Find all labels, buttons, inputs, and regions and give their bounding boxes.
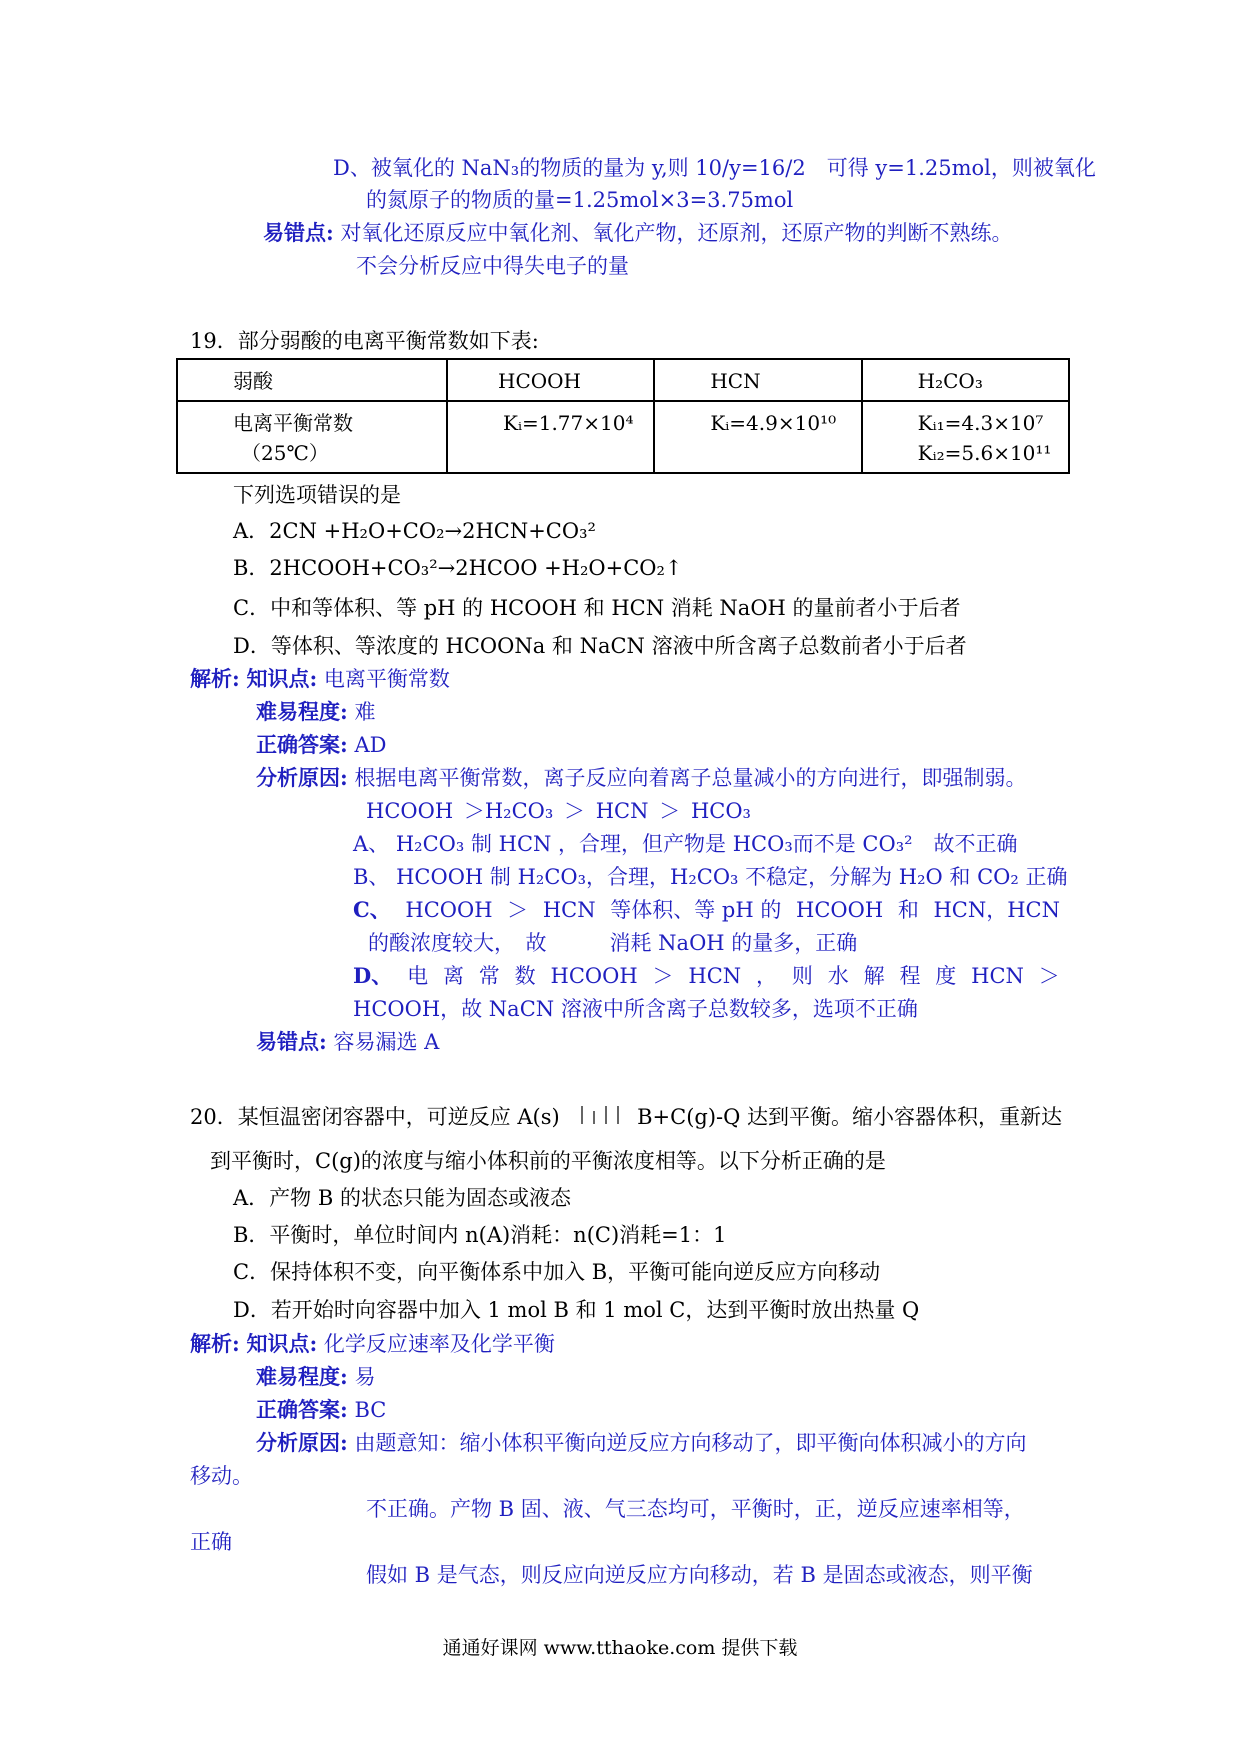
q19-option-b: B．2HCOOH+CO₃²→2HCOO +H₂O+CO₂↑ <box>233 556 683 580</box>
difficulty-label: 难易程度: <box>256 699 348 724</box>
table-header-cell: HCOOH <box>447 359 654 401</box>
order-token: HCN <box>595 799 649 823</box>
order-token: ＞ <box>564 799 586 823</box>
q20-stem-part: 20．某恒温密闭容器中，可逆反应 A(s) <box>190 1105 560 1129</box>
q20-reason-row <box>256 1428 1026 1458</box>
q20-option-c: C．保持体积不变，向平衡体系中加入 B，平衡可能向逆反应方向移动 <box>233 1260 881 1284</box>
acid-constants-table <box>176 358 1070 474</box>
q19-option-c: C．中和等体积、等 pH 的 HCOOH 和 HCN 消耗 NaOH 的量前者小于后者 <box>233 596 961 620</box>
q20-reason-line2: 移动。 <box>190 1464 253 1488</box>
order-token: ＞ <box>659 799 681 823</box>
q19-question: 下列选项错误的是 <box>233 483 401 507</box>
q20-analysis-row <box>190 1329 555 1359</box>
reason-d-token: HCOOH <box>550 964 638 988</box>
table-header-cell: HCN <box>654 359 861 401</box>
q20-option-d: D．若开始时向容器中加入 1 mol B 和 1 mol C，达到平衡时放出热量 Q <box>233 1298 920 1322</box>
reason-d-token: ， <box>756 964 777 988</box>
reason-d-token: ＞ <box>1038 964 1060 988</box>
q19-reason-d-line2: HCOOH，故 NaCN 溶液中所含离子总数较多，选项不正确 <box>353 997 918 1021</box>
reason-d-token: HCN <box>688 964 742 988</box>
q19-reason-b: B、 HCOOH 制 H₂CO₃，合理，H₂CO₃ 不稳定，分解为 H₂O 和 CO₂ 正确 <box>353 865 1068 889</box>
reason-c-token: C、 <box>353 897 391 922</box>
reason-d-token: 水 <box>827 964 849 988</box>
reason-c-token: ＞ <box>507 898 529 922</box>
reversible-arrow-icon <box>578 1103 622 1135</box>
answer-value: BC <box>354 1398 387 1422</box>
q19-reason-row <box>256 763 1026 793</box>
q19-option-a: A．2CN +H₂O+CO₂→2HCN+CO₃² <box>233 519 596 543</box>
analysis-label: 解析: <box>190 666 240 691</box>
reason-c-token: 和 <box>897 898 919 922</box>
ki1-value: Kᵢ₁=4.3×10⁷ <box>917 411 1044 435</box>
reason-line1: 由题意知：缩小体积平衡向逆反应方向移动了，即平衡向体积减小的方向 <box>354 1431 1027 1455</box>
answer-value: AD <box>354 733 387 757</box>
q19-reason-d-line1 <box>353 961 1060 991</box>
order-token: ＞H₂CO₃ <box>463 799 554 823</box>
table-row-label <box>177 401 447 473</box>
q19-reason-c-line2: 的酸浓度较大， 故 消耗 NaOH 的量多，正确 <box>368 931 858 955</box>
q19-analysis-row <box>190 664 450 694</box>
q19-error-row <box>256 1027 439 1057</box>
reason-d-token: 则 <box>791 964 813 988</box>
order-token: HCO₃ <box>690 799 751 823</box>
reason-c-token: HCOOH <box>405 898 493 922</box>
q20-answer-row <box>256 1395 386 1425</box>
error-label: 易错点: <box>256 1029 327 1054</box>
q18-error-label: 易错点: <box>263 220 334 245</box>
difficulty-label: 难易程度: <box>256 1364 348 1389</box>
row-label-line1: 电离平衡常数 <box>233 411 353 435</box>
reason-d-token: 离 <box>442 964 464 988</box>
reason-line1: 根据电离平衡常数，离子反应向着离子总量减小的方向进行，即强制弱。 <box>354 766 1027 790</box>
reason-d-token: 电 <box>407 964 429 988</box>
q19-reason-c-line1 <box>353 895 1060 925</box>
reason-c-token: HCN <box>542 898 596 922</box>
q20-option-a: A．产物 B 的状态只能为固态或液态 <box>233 1186 571 1210</box>
answer-label: 正确答案: <box>256 1397 348 1422</box>
reason-d-token: ＞ <box>652 964 674 988</box>
page-footer: 通通好课网 www.tthaoke.com 提供下载 <box>442 1637 798 1659</box>
analysis-label: 解析: <box>190 1331 240 1356</box>
reason-d-token: D、 <box>353 963 393 988</box>
table-row <box>177 401 1069 473</box>
q20-difficulty-row <box>256 1362 375 1392</box>
table-header-row <box>177 359 1069 401</box>
table-cell: Kᵢ=4.9×10¹⁰ <box>654 401 861 473</box>
q19-reason-a: A、 H₂CO₃ 制 HCN ，合理，但产物是 HCO₃而不是 CO₃² 故不正确 <box>353 832 1018 856</box>
ki2-value: Kᵢ₂=5.6×10¹¹ <box>917 441 1052 465</box>
table-cell <box>862 401 1069 473</box>
acid-strength-order <box>366 796 751 826</box>
reason-d-token: HCN <box>971 964 1024 988</box>
difficulty-value: 易 <box>354 1365 376 1389</box>
q18-error-line1: 对氧化还原反应中氧化剂、氧化产物，还原剂，还原产物的判断不熟练。 <box>340 221 1013 245</box>
q20-reason-line5: 假如 B 是气态，则反应向逆反应方向移动，若 B 是固态或液态，则平衡 <box>366 1563 1033 1587</box>
reason-label: 分析原因: <box>256 765 348 790</box>
knowledge-point-value: 化学反应速率及化学平衡 <box>323 1332 555 1356</box>
reason-d-token: 度 <box>935 964 957 988</box>
knowledge-point-label: 知识点: <box>246 666 318 691</box>
q19-difficulty-row <box>256 697 375 727</box>
error-value: 容易漏选 A <box>333 1030 440 1054</box>
q19-stem: 19．部分弱酸的电离平衡常数如下表: <box>190 329 539 353</box>
row-label-line2: （25℃） <box>241 441 329 465</box>
reason-c-token: HCOOH <box>796 898 884 922</box>
knowledge-point-label: 知识点: <box>246 1331 318 1356</box>
q20-option-b: B．平衡时，单位时间内 n(A)消耗：n(C)消耗=1：1 <box>233 1223 727 1247</box>
answer-label: 正确答案: <box>256 732 348 757</box>
table-cell: Kᵢ=1.77×10⁴ <box>447 401 654 473</box>
q20-reason-line4: 正确 <box>190 1530 232 1554</box>
q19-option-d: D．等体积、等浓度的 HCOONa 和 NaCN 溶液中所含离子总数前者小于后者 <box>233 634 967 658</box>
order-token: HCOOH <box>366 799 454 823</box>
q18-error-row <box>263 218 1012 248</box>
q18-option-d-line2: 的氮原子的物质的量=1.25mol×3=3.75mol <box>366 188 794 212</box>
table-header-cell: H₂CO₃ <box>862 359 1069 401</box>
reason-c-token: HCN，HCN <box>933 898 1060 922</box>
reason-d-token: 数 <box>514 964 536 988</box>
q20-stem-part: B+C(g)-Q 达到平衡。缩小容器体积，重新达 <box>637 1105 1063 1129</box>
reason-d-token: 常 <box>478 964 500 988</box>
difficulty-value: 难 <box>354 700 376 724</box>
q20-reason-line3: 不正确。产物 B 固、液、气三态均可，平衡时，正，逆反应速率相等， <box>366 1497 1025 1521</box>
table-header-cell: 弱酸 <box>177 359 447 401</box>
reason-d-token: 解 <box>863 964 885 988</box>
q18-option-d-line1: D、被氧化的 NaN₃的物质的量为 y,则 10/y=16/2 可得 y=1.25mol，则被氧化 <box>333 156 1096 180</box>
q19-answer-row <box>256 730 386 760</box>
q20-stem-line2: 到平衡时，C(g)的浓度与缩小体积前的平衡浓度相等。以下分析正确的是 <box>210 1149 886 1173</box>
q18-error-line2: 不会分析反应中得失电子的量 <box>356 254 629 278</box>
reason-label: 分析原因: <box>256 1430 348 1455</box>
q20-stem-line1 <box>190 1102 1062 1135</box>
knowledge-point-value: 电离平衡常数 <box>323 667 450 691</box>
reason-d-token: 程 <box>899 964 921 988</box>
reason-c-token: 等体积、等 pH 的 <box>610 898 782 922</box>
